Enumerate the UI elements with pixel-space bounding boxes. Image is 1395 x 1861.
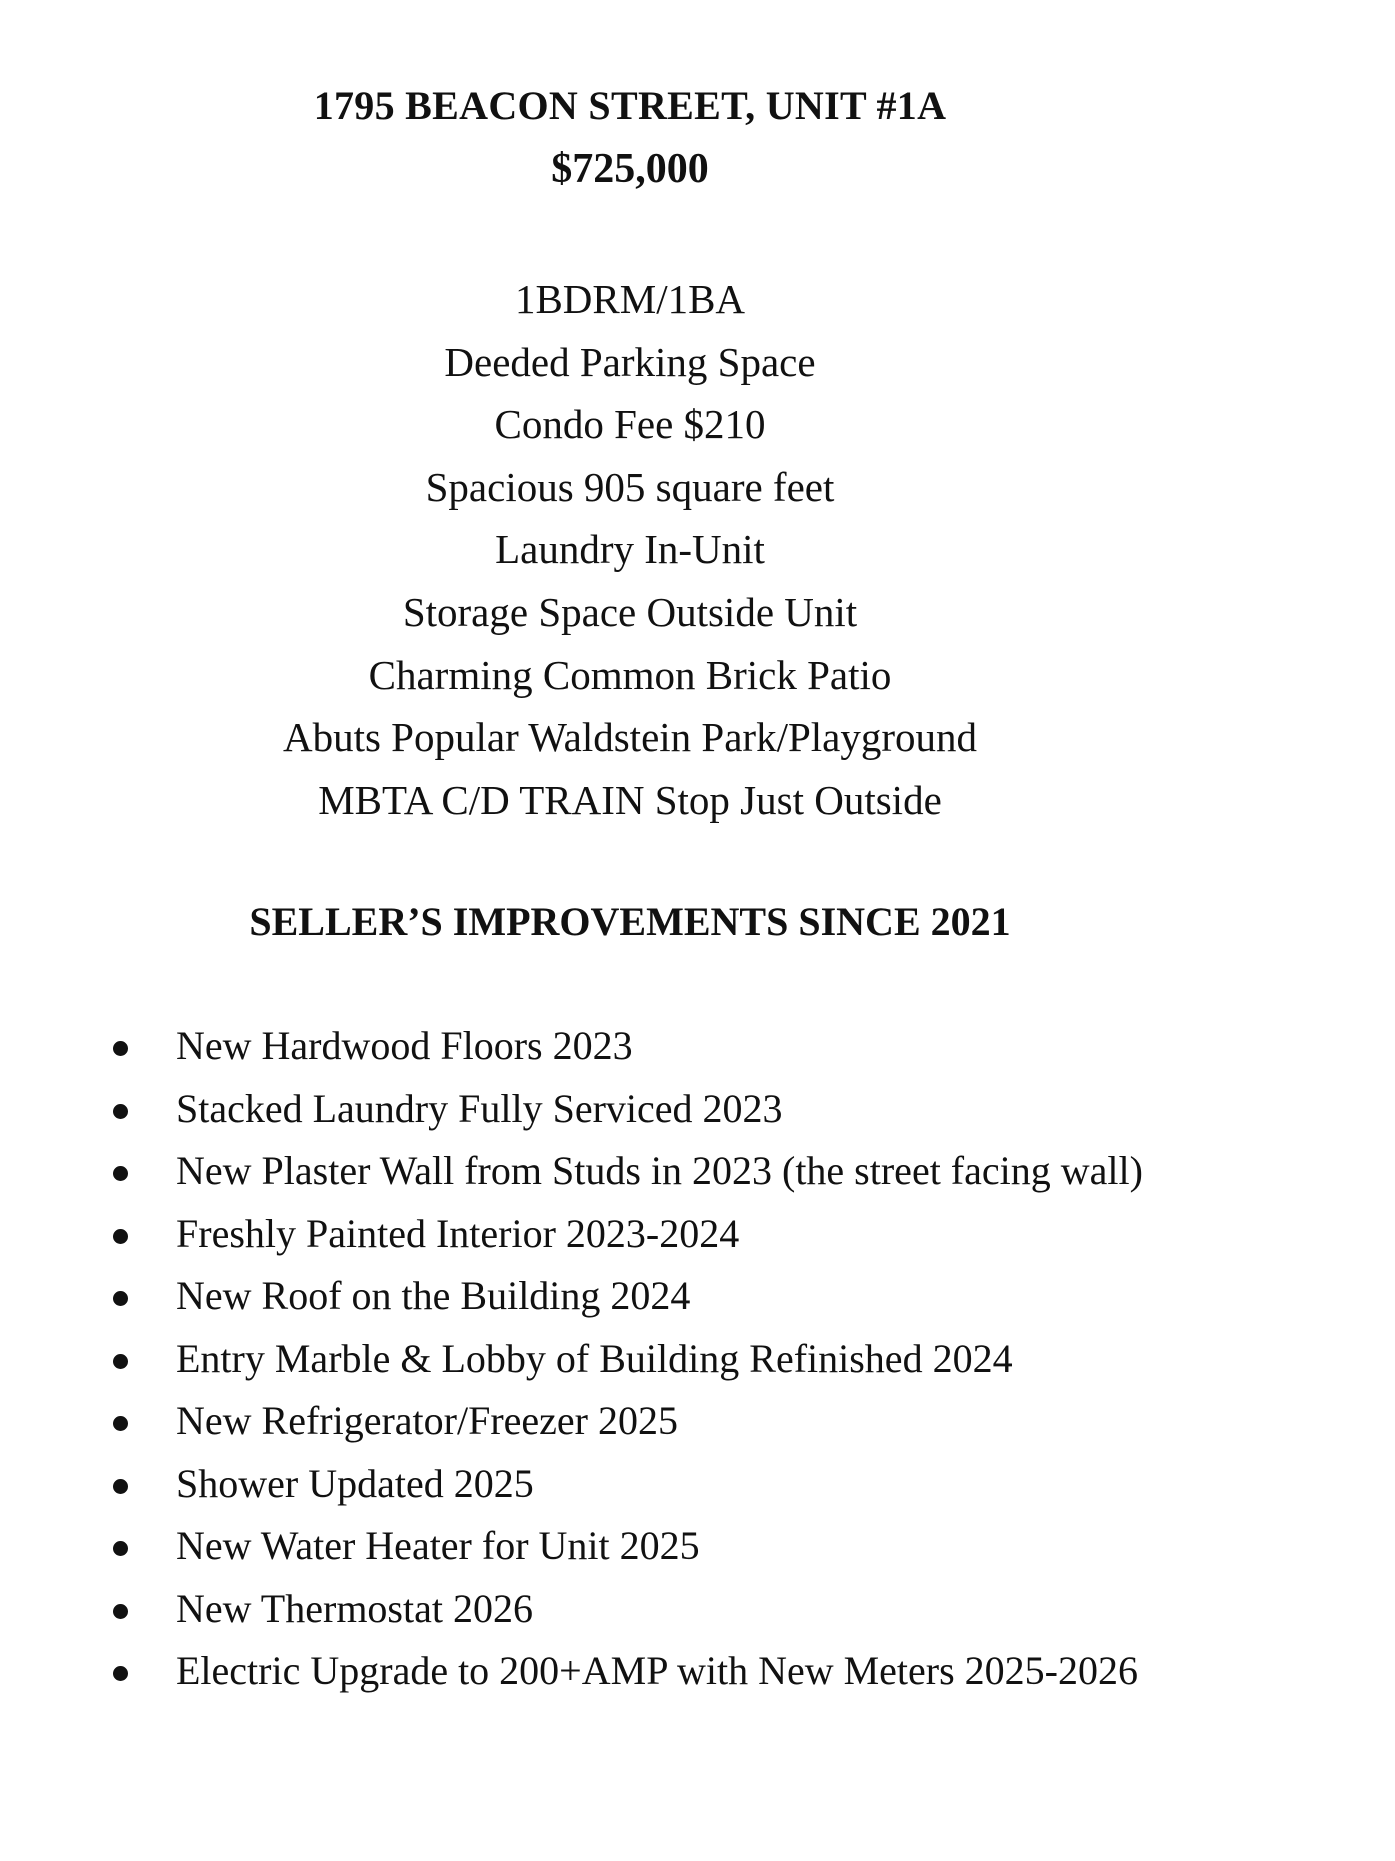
bullet-icon (113, 1291, 128, 1306)
listing-price: $725,000 (551, 146, 709, 192)
bullet-icon (113, 1541, 128, 1556)
improvement-item (0, 1265, 1176, 1328)
improvement-text: Freshly Painted Interior 2023-2024 (176, 1210, 740, 1256)
improvement-item (0, 1140, 1176, 1203)
improvement-text: New Refrigerator/Freezer 2025 (176, 1398, 678, 1443)
improvement-text: New Plaster Wall from Studs in 2023 (the street facing wall) (176, 1148, 1143, 1193)
feature-item: Condo Fee $210 (494, 401, 766, 448)
improvement-item (0, 1453, 1176, 1516)
bullet-icon (113, 1416, 128, 1431)
bullet-icon (113, 1041, 128, 1056)
bullet-icon (113, 1166, 128, 1181)
feature-item: Spacious 905 square feet (425, 463, 835, 510)
feature-item: MBTA C/D TRAIN Stop Just Outside (318, 776, 942, 823)
feature-item: Storage Space Outside Unit (402, 588, 858, 635)
bullet-icon (113, 1354, 128, 1369)
bullet-icon (113, 1479, 128, 1494)
improvement-text: Electric Upgrade to 200+AMP with New Meters 2025-2026 (176, 1648, 1138, 1693)
improvement-text: Shower Updated 2025 (176, 1460, 534, 1506)
improvement-item (0, 1078, 1176, 1141)
improvement-text: New Water Heater for Unit 2025 (176, 1523, 700, 1568)
improvements-list (0, 1015, 1260, 1703)
improvement-item (0, 1640, 1176, 1703)
features-list (0, 268, 1260, 831)
bullet-icon (113, 1104, 128, 1119)
feature-item: 1BDRM/1BA (514, 276, 746, 322)
improvement-text: Entry Marble & Lobby of Building Refinished 2024 (176, 1335, 1013, 1381)
improvement-item (0, 1515, 1176, 1578)
feature-item: Deeded Parking Space (444, 338, 816, 385)
feature-item: Abuts Popular Waldstein Park/Playground (282, 714, 978, 761)
bullet-icon (113, 1666, 128, 1681)
improvement-text: New Thermostat 2026 (176, 1585, 533, 1631)
improvement-item (0, 1203, 1176, 1266)
improvements-heading: SELLER’S IMPROVEMENTS SINCE 2021 (249, 899, 1011, 944)
improvement-text: Stacked Laundry Fully Serviced 2023 (176, 1085, 783, 1131)
improvement-item (0, 1390, 1176, 1453)
improvement-item (0, 1015, 1176, 1078)
bullet-icon (113, 1604, 128, 1619)
improvement-text: New Roof on the Building 2024 (176, 1273, 691, 1318)
feature-item: Laundry In-Unit (495, 526, 765, 573)
feature-item: Charming Common Brick Patio (368, 651, 892, 698)
listing-address: 1795 BEACON STREET, UNIT #1A (313, 83, 947, 128)
improvement-item (0, 1328, 1176, 1391)
improvement-item (0, 1578, 1176, 1641)
improvement-text: New Hardwood Floors 2023 (176, 1023, 633, 1068)
bullet-icon (113, 1229, 128, 1244)
